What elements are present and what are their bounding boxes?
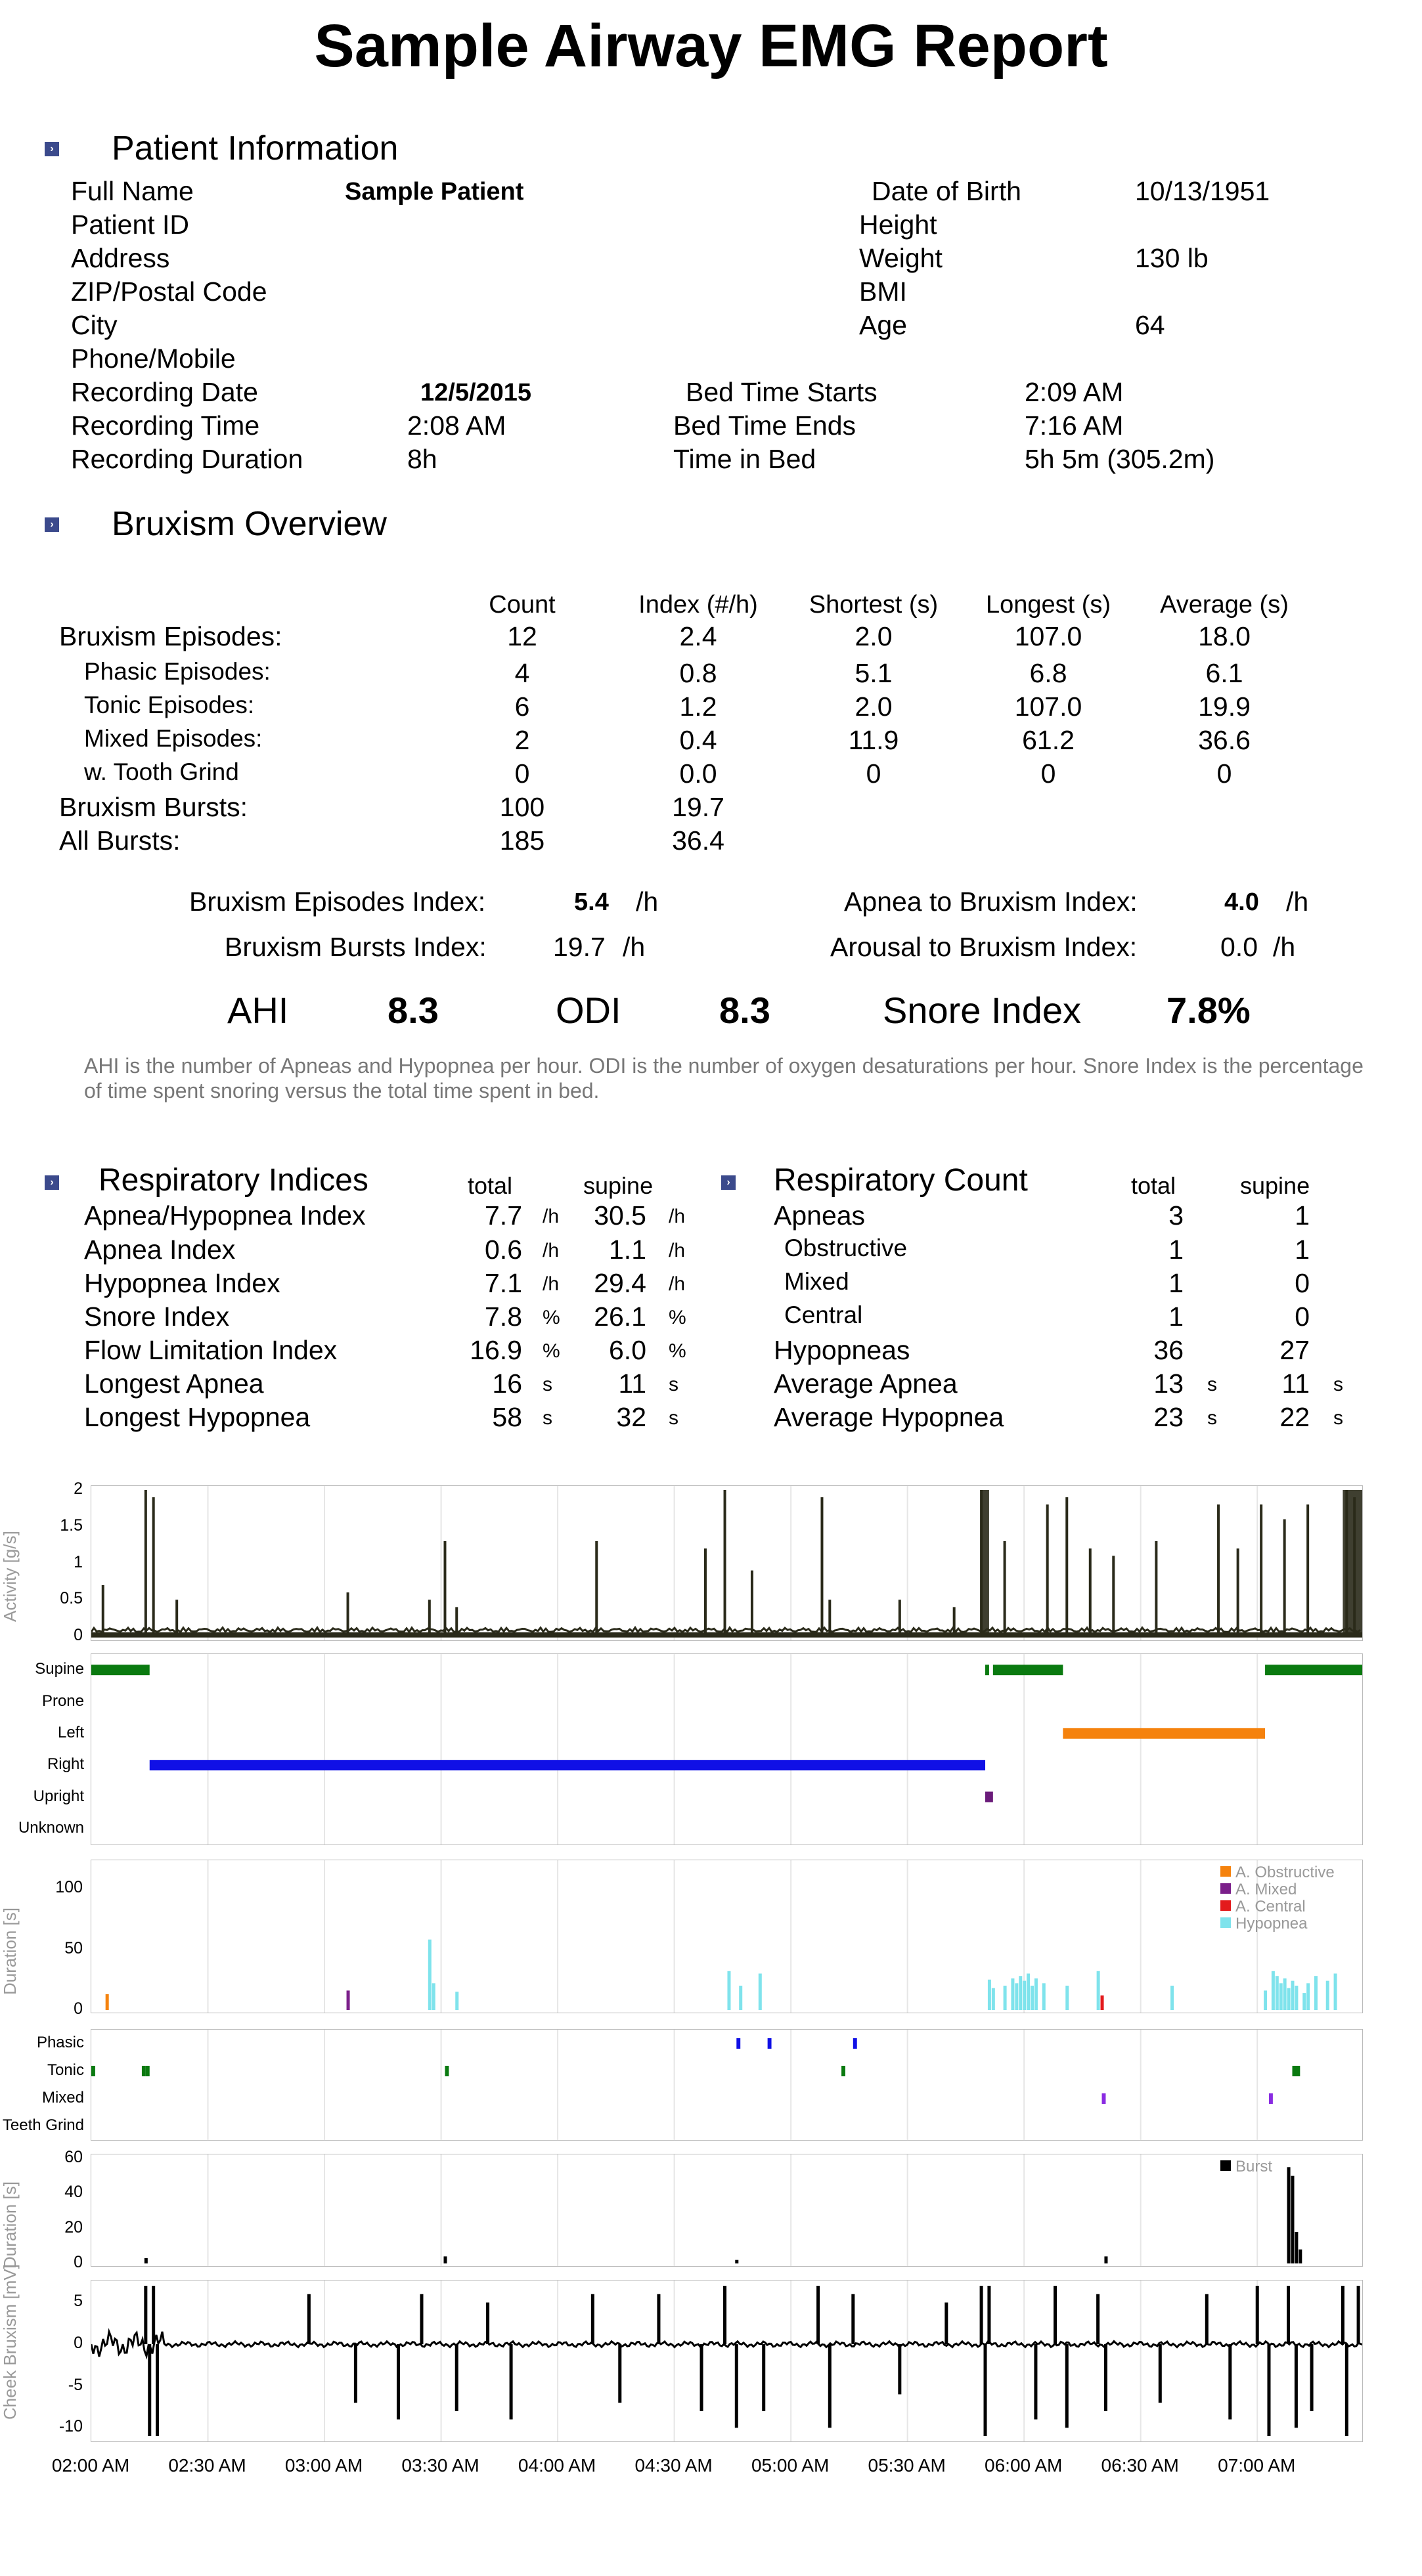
- y-axis-title: Duration [s]: [0, 1908, 20, 1995]
- resp-indices-supine-header: supine: [583, 1172, 654, 1199]
- event-bar: [1019, 1976, 1022, 2010]
- resp-total-value: 1: [1168, 1234, 1184, 1265]
- weight-label: Weight: [859, 243, 943, 273]
- city-label: City: [71, 310, 118, 340]
- x-tick-label: 04:30 AM: [634, 2455, 713, 2476]
- legend-label: A. Mixed: [1235, 1881, 1297, 1898]
- bruxism-row-label: Phasic Episodes:: [84, 658, 271, 685]
- bruxism-col-header: Index (#/h): [638, 591, 758, 619]
- resp-row-label: Longest Hypopnea: [84, 1402, 311, 1432]
- section-bullet-icon: ›: [721, 1175, 736, 1190]
- event-bar: [1295, 1986, 1298, 2010]
- event-bar: [1334, 1974, 1337, 2011]
- event-bar: [347, 1990, 350, 2010]
- y-tick-label: 0: [74, 1626, 83, 1644]
- bruxism-cell: 11.9: [848, 725, 899, 755]
- activity-chart: [91, 1485, 1363, 1641]
- bruxism-cell: 2: [514, 725, 530, 755]
- resp-row-label: Central: [784, 1301, 863, 1328]
- resp-supine-value: 32: [616, 1402, 646, 1432]
- resp-supine-unit: /h: [669, 1273, 686, 1295]
- resp-total-value: 1: [1168, 1268, 1184, 1298]
- arousal-brux-index-unit: /h: [1273, 932, 1296, 962]
- event-bar: [455, 1992, 458, 2010]
- height-label: Height: [859, 209, 937, 240]
- gantt-category-label: Prone: [41, 1692, 84, 1710]
- event-bar: [1104, 2256, 1107, 2263]
- weight-value: 130 lb: [1135, 243, 1209, 273]
- bruxism-cell: 18.0: [1198, 621, 1251, 651]
- resp-supine-unit: s: [1333, 1407, 1343, 1429]
- episodes-index-value: 5.4: [574, 888, 609, 916]
- y-axis-title: Cheek Bruxism [mV]: [0, 2263, 20, 2420]
- event-bar: [1015, 1983, 1018, 2010]
- event-bar: [432, 1983, 435, 2010]
- gantt-category-label: Right: [47, 1755, 84, 1774]
- bruxism-cell: 0.4: [679, 725, 717, 755]
- event-bar: [1034, 1978, 1038, 2010]
- bruxism-cell: 0: [514, 758, 530, 789]
- resp-total-value: 7.1: [485, 1268, 522, 1298]
- y-tick-label: 5: [74, 2292, 83, 2311]
- event-bar: [1023, 1981, 1026, 2010]
- phone-label: Phone/Mobile: [71, 343, 236, 374]
- y-axis-title: Activity [g/s]: [0, 1530, 20, 1622]
- arousal-brux-index-value: 0.0: [1220, 932, 1258, 962]
- resp-supine-value: 27: [1279, 1335, 1310, 1365]
- resp-indices-heading: Respiratory Indices: [99, 1163, 368, 1198]
- event-bar: [144, 2258, 148, 2263]
- resp-row-label: Mixed: [784, 1268, 849, 1295]
- dob-label: Date of Birth: [872, 176, 1021, 206]
- resp-total-unit: /h: [543, 1206, 560, 1227]
- resp-total-unit: s: [543, 1407, 552, 1429]
- resp-supine-value: 30.5: [594, 1200, 646, 1231]
- y-tick-label: 0: [74, 2334, 83, 2353]
- y-tick-label: 2: [74, 1479, 83, 1498]
- gantt-segment: [1102, 2093, 1106, 2104]
- gantt-category-label: Unknown: [18, 1818, 84, 1837]
- legend-swatch: [1220, 1900, 1231, 1911]
- bruxism-cell: 5.1: [855, 658, 893, 688]
- bruxism-row-label: All Bursts:: [59, 825, 181, 856]
- bruxism-row-label: Tonic Episodes:: [84, 691, 255, 718]
- event-bar: [1276, 1976, 1279, 2010]
- section-bullet-icon: ›: [45, 142, 59, 156]
- resp-row-label: Snore Index: [84, 1301, 230, 1332]
- bruxism-cell: 6.8: [1029, 658, 1067, 688]
- resp-count-supine-header: supine: [1240, 1172, 1310, 1199]
- gantt-segment: [1265, 1665, 1362, 1675]
- event-bar: [1031, 1986, 1034, 2010]
- cheek-emg-chart: [91, 2280, 1363, 2442]
- legend-label: A. Obstructive: [1235, 1864, 1335, 1881]
- event-bar: [1302, 1993, 1306, 2010]
- event-bar: [1314, 1976, 1318, 2010]
- bursts-index-unit: /h: [623, 932, 646, 962]
- bruxism-cell: 12: [507, 621, 537, 651]
- resp-total-unit: /h: [543, 1240, 560, 1261]
- resp-row-label: Obstructive: [784, 1234, 908, 1261]
- x-tick-label: 07:00 AM: [1218, 2455, 1296, 2476]
- zip-label: ZIP/Postal Code: [71, 276, 267, 307]
- activity-dense-block: [981, 1490, 989, 1636]
- episodes-index-unit: /h: [636, 886, 659, 917]
- snore-index-value: 7.8%: [1166, 990, 1251, 1031]
- y-tick-label: 1: [74, 1552, 83, 1571]
- bruxism-overview-heading: Bruxism Overview: [112, 505, 387, 543]
- resp-total-unit: %: [543, 1340, 560, 1362]
- x-tick-label: 05:00 AM: [751, 2455, 830, 2476]
- recording-date-label: Recording Date: [71, 377, 258, 407]
- y-tick-label: 0: [74, 1999, 83, 2018]
- bruxism-cell: 107.0: [1014, 691, 1082, 722]
- resp-total-value: 16: [492, 1368, 522, 1399]
- event-bar: [1291, 1981, 1294, 2010]
- gantt-segment: [768, 2038, 772, 2049]
- resp-row-label: Longest Apnea: [84, 1368, 264, 1399]
- resp-total-unit: s: [543, 1374, 552, 1395]
- gantt-segment: [841, 2066, 845, 2076]
- resp-row-label: Hypopnea Index: [84, 1268, 280, 1298]
- resp-supine-unit: s: [669, 1374, 678, 1395]
- gantt-segment: [985, 1792, 993, 1802]
- y-tick-label: -5: [68, 2375, 83, 2394]
- bruxism-cell: 0.0: [679, 758, 717, 789]
- resp-total-value: 23: [1153, 1402, 1184, 1432]
- bmi-label: BMI: [859, 276, 907, 307]
- bruxism-row-label: Mixed Episodes:: [84, 725, 263, 752]
- x-tick-label: 04:00 AM: [518, 2455, 596, 2476]
- resp-supine-value: 1.1: [609, 1234, 646, 1265]
- gantt-segment: [91, 2066, 95, 2076]
- bruxism-events-chart: [91, 2029, 1363, 2141]
- resp-total-unit: /h: [543, 1273, 560, 1295]
- gantt-segment: [150, 1760, 985, 1770]
- resp-supine-unit: /h: [669, 1240, 686, 1261]
- resp-total-value: 3: [1168, 1200, 1184, 1231]
- y-tick-label: 0: [74, 2253, 83, 2271]
- bursts-index-value: 19.7: [553, 932, 606, 962]
- event-bar: [1264, 1990, 1267, 2010]
- bruxism-cell: 0.8: [679, 658, 717, 688]
- apnea-brux-index-label: Apnea to Bruxism Index:: [844, 886, 1138, 917]
- event-bar: [739, 1986, 742, 2010]
- resp-total-value: 7.7: [485, 1200, 522, 1231]
- event-bar: [1011, 1978, 1014, 2010]
- bruxism-cell: 36.6: [1198, 725, 1251, 755]
- bruxism-cell: 2.0: [855, 621, 893, 651]
- episodes-index-label: Bruxism Episodes Index:: [189, 886, 486, 917]
- resp-total-value: 36: [1153, 1335, 1184, 1365]
- y-tick-label: -10: [58, 2417, 83, 2436]
- resp-supine-value: 26.1: [594, 1301, 646, 1332]
- resp-indices-total-header: total: [468, 1172, 513, 1199]
- section-bullet-icon: ›: [45, 517, 59, 532]
- event-bar: [428, 1940, 432, 2010]
- x-tick-label: 06:30 AM: [1101, 2455, 1179, 2476]
- resp-supine-unit: s: [1333, 1374, 1343, 1395]
- burst-duration-chart: [91, 2154, 1363, 2267]
- resp-total-value: 0.6: [485, 1234, 522, 1265]
- x-tick-label: 02:00 AM: [51, 2455, 130, 2476]
- gantt-segment: [993, 1665, 1063, 1675]
- bruxism-col-header: Shortest (s): [809, 591, 939, 619]
- event-bar: [988, 1980, 991, 2010]
- bed-end-value: 7:16 AM: [1025, 410, 1124, 441]
- gantt-category-label: Tonic: [47, 2061, 84, 2079]
- bruxism-cell: 19.9: [1198, 691, 1251, 722]
- event-bar: [1027, 1974, 1030, 2011]
- full-name-label: Full Name: [71, 176, 194, 206]
- snore-index-label: Snore Index: [883, 990, 1081, 1031]
- bruxism-cell: 4: [514, 658, 530, 688]
- bruxism-cell: 2.4: [679, 621, 717, 651]
- y-tick-label: 20: [64, 2217, 83, 2237]
- y-tick-label: 0.5: [60, 1589, 83, 1608]
- gantt-segment: [146, 2066, 150, 2076]
- legend-swatch: [1220, 1866, 1231, 1877]
- gantt-category-label: Supine: [35, 1660, 84, 1678]
- resp-total-value: 58: [492, 1402, 522, 1432]
- legend-swatch: [1220, 1917, 1231, 1928]
- resp-row-label: Hypopneas: [774, 1335, 910, 1365]
- gantt-category-label: Left: [57, 1723, 84, 1741]
- recording-duration-value: 8h: [407, 444, 437, 474]
- bruxism-cell: 0: [1216, 758, 1232, 789]
- gantt-segment: [445, 2066, 449, 2076]
- gantt-segment: [1292, 2066, 1300, 2076]
- bruxism-cell: 0: [866, 758, 881, 789]
- resp-count-total-header: total: [1131, 1172, 1176, 1199]
- event-bar: [443, 2256, 447, 2263]
- gantt-segment: [853, 2038, 857, 2049]
- resp-supine-unit: s: [669, 1407, 678, 1429]
- event-bar: [1101, 1996, 1104, 2010]
- resp-supine-value: 29.4: [594, 1268, 646, 1298]
- bruxism-cell: 100: [499, 792, 545, 822]
- resp-row-label: Apneas: [774, 1200, 866, 1231]
- event-bar: [1291, 2176, 1294, 2263]
- bed-end-label: Bed Time Ends: [673, 410, 856, 441]
- bruxism-row-label: w. Tooth Grind: [84, 758, 239, 785]
- x-tick-label: 06:00 AM: [985, 2455, 1063, 2476]
- resp-supine-unit: /h: [669, 1206, 686, 1227]
- resp-supine-value: 1: [1295, 1234, 1310, 1265]
- legend-swatch: [1220, 1883, 1231, 1894]
- address-label: Address: [71, 243, 170, 273]
- gantt-category-label: Upright: [33, 1787, 84, 1805]
- bruxism-col-header: Count: [489, 591, 556, 619]
- resp-count-heading: Respiratory Count: [774, 1163, 1028, 1198]
- resp-total-value: 13: [1153, 1368, 1184, 1399]
- resp-row-label: Average Hypopnea: [774, 1402, 1004, 1432]
- bed-start-label: Bed Time Starts: [686, 377, 878, 407]
- age-value: 64: [1135, 310, 1165, 340]
- odi-label: ODI: [556, 990, 621, 1031]
- emg-trace: [91, 2332, 1362, 2357]
- event-bar: [735, 2260, 738, 2263]
- y-tick-label: 100: [55, 1878, 83, 1896]
- y-tick-label: 1.5: [60, 1516, 83, 1535]
- x-tick-label: 03:30 AM: [401, 2455, 479, 2476]
- recording-time-label: Recording Time: [71, 410, 260, 441]
- ahi-label: AHI: [227, 990, 289, 1031]
- event-bar: [1042, 1983, 1046, 2010]
- gantt-segment: [736, 2038, 740, 2049]
- event-bar: [1295, 2232, 1298, 2263]
- event-bar: [1283, 1978, 1287, 2010]
- report-title: Sample Airway EMG Report: [314, 12, 1108, 79]
- resp-supine-unit: %: [669, 1307, 686, 1328]
- resp-supine-value: 22: [1279, 1402, 1310, 1432]
- x-tick-label: 05:30 AM: [868, 2455, 946, 2476]
- odi-value: 8.3: [719, 990, 770, 1031]
- resp-supine-value: 0: [1295, 1301, 1310, 1332]
- event-bar: [1272, 1971, 1275, 2010]
- patient-id-label: Patient ID: [71, 209, 190, 240]
- bruxism-cell: 36.4: [672, 825, 724, 856]
- resp-total-unit: s: [1207, 1374, 1217, 1395]
- resp-supine-value: 0: [1295, 1268, 1310, 1298]
- event-bar: [1004, 1986, 1007, 2010]
- activity-dense-block: [1343, 1490, 1362, 1636]
- x-tick-label: 03:00 AM: [284, 2455, 363, 2476]
- legend-label: Hypopnea: [1235, 1915, 1308, 1932]
- event-bar: [1279, 1983, 1283, 2010]
- resp-supine-value: 11: [618, 1368, 646, 1399]
- bruxism-cell: 185: [499, 825, 545, 856]
- resp-row-label: Flow Limitation Index: [84, 1335, 338, 1365]
- apnea-brux-index-value: 4.0: [1224, 888, 1259, 916]
- bruxism-cell: 2.0: [855, 691, 893, 722]
- bruxism-cell: 6: [514, 691, 530, 722]
- summary-note: AHI is the number of Apneas and Hypopnea per hour. ODI is the number of oxygen desaturations per hour. Snore Index is the percentage of time spent snoring versus the total time spent in bed.: [84, 1054, 1364, 1102]
- resp-row-label: Apnea Index: [84, 1234, 236, 1265]
- event-bar: [1097, 1971, 1100, 2010]
- resp-supine-unit: %: [669, 1340, 686, 1362]
- event-bar: [106, 1994, 109, 2010]
- ahi-value: 8.3: [388, 990, 439, 1031]
- event-bar: [1170, 1986, 1174, 2010]
- event-bar: [1306, 1983, 1310, 2010]
- recording-date-value: 12/5/2015: [420, 379, 532, 406]
- bruxism-col-header: Average (s): [1160, 591, 1289, 619]
- y-tick-label: 60: [64, 2148, 83, 2166]
- respiratory-events-chart: [91, 1860, 1363, 2013]
- event-bar: [1326, 1981, 1329, 2010]
- event-bar: [992, 1988, 995, 2010]
- legend-label: A. Central: [1235, 1898, 1306, 1915]
- section-bullet-icon: ›: [45, 1175, 59, 1190]
- resp-total-unit: %: [543, 1307, 560, 1328]
- arousal-brux-index-label: Arousal to Bruxism Index:: [830, 932, 1138, 962]
- apnea-brux-index-unit: /h: [1286, 886, 1309, 917]
- bursts-index-label: Bruxism Bursts Index:: [225, 932, 487, 962]
- bed-start-value: 2:09 AM: [1025, 377, 1124, 407]
- y-tick-label: 40: [64, 2183, 83, 2202]
- event-bar: [1287, 1988, 1291, 2010]
- gantt-segment: [1063, 1728, 1265, 1739]
- event-bar: [727, 1971, 730, 2010]
- gantt-segment: [1269, 2093, 1273, 2104]
- dob-value: 10/13/1951: [1135, 176, 1270, 206]
- time-in-bed-label: Time in Bed: [673, 444, 816, 474]
- full-name-value: Sample Patient: [345, 178, 524, 206]
- gantt-segment: [91, 1665, 150, 1675]
- position-chart: [91, 1653, 1363, 1845]
- gantt-segment: [985, 1665, 989, 1675]
- event-bar: [1287, 2167, 1291, 2263]
- bruxism-col-header: Longest (s): [985, 591, 1111, 619]
- time-in-bed-value: 5h 5m (305.2m): [1025, 444, 1215, 474]
- resp-row-label: Apnea/Hypopnea Index: [84, 1200, 366, 1231]
- gantt-category-label: Phasic: [36, 2034, 84, 2051]
- bruxism-cell: 107.0: [1014, 621, 1082, 651]
- gantt-category-label: Teeth Grind: [2, 2116, 84, 2134]
- patient-info-heading: Patient Information: [112, 129, 399, 167]
- event-bar: [1065, 1986, 1069, 2010]
- bruxism-cell: 1.2: [679, 691, 717, 722]
- recording-time-value: 2:08 AM: [407, 410, 506, 441]
- resp-total-value: 1: [1168, 1301, 1184, 1332]
- y-tick-label: 50: [64, 1938, 83, 1957]
- resp-total-value: 16.9: [470, 1335, 522, 1365]
- bruxism-cell: 6.1: [1205, 658, 1243, 688]
- resp-supine-value: 11: [1281, 1368, 1310, 1399]
- legend-label: Burst: [1235, 2158, 1273, 2175]
- bruxism-row-label: Bruxism Bursts:: [59, 792, 248, 822]
- resp-total-unit: s: [1207, 1407, 1217, 1429]
- x-tick-label: 02:30 AM: [168, 2455, 246, 2476]
- resp-supine-value: 1: [1295, 1200, 1310, 1231]
- gantt-segment: [142, 2066, 146, 2076]
- legend-swatch: [1220, 2160, 1231, 2171]
- bruxism-cell: 19.7: [672, 792, 724, 822]
- bruxism-row-label: Bruxism Episodes:: [59, 621, 282, 651]
- bruxism-cell: 0: [1040, 758, 1056, 789]
- bruxism-cell: 61.2: [1022, 725, 1075, 755]
- event-bar: [759, 1974, 762, 2011]
- resp-row-label: Average Apnea: [774, 1368, 958, 1399]
- y-axis-title: Duration [s]: [0, 2181, 20, 2269]
- age-label: Age: [859, 310, 907, 340]
- resp-supine-value: 6.0: [609, 1335, 646, 1365]
- resp-total-value: 7.8: [485, 1301, 522, 1332]
- gantt-category-label: Mixed: [41, 2089, 84, 2107]
- event-bar: [1299, 2250, 1302, 2263]
- recording-duration-label: Recording Duration: [71, 444, 303, 474]
